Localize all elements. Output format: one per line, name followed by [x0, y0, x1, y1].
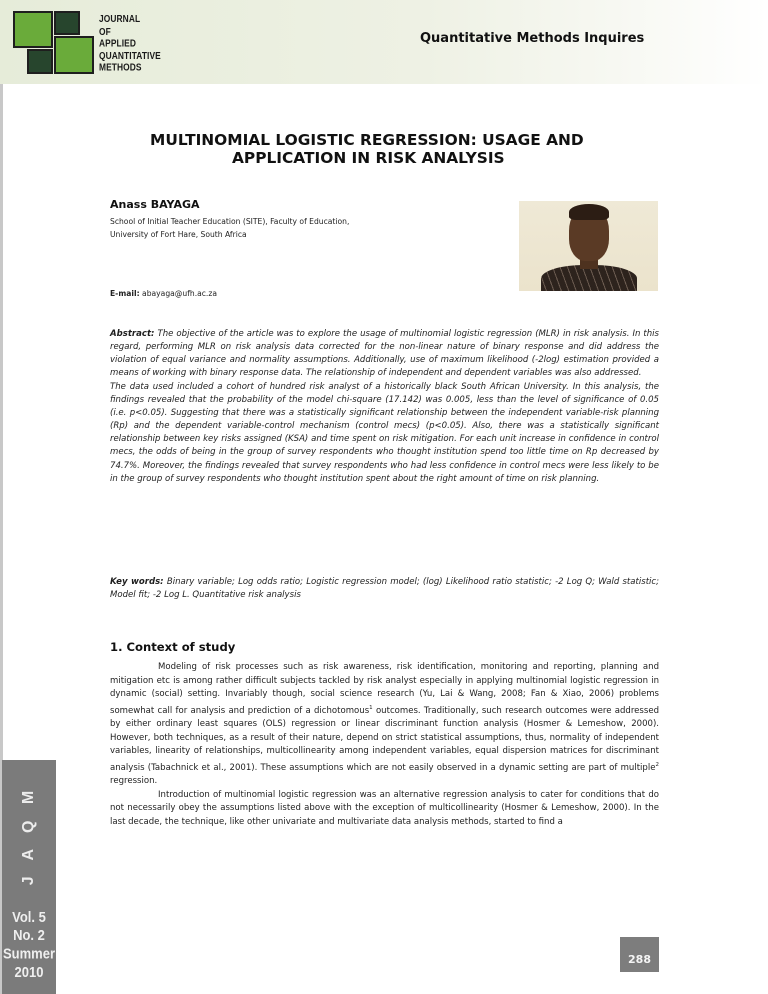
journal-acronym-text: J A Q M	[20, 784, 37, 886]
abstract-text-1: The objective of the article was to explore the usage of multinomial logistic regression (MLR) in risk analysis. In this regard, performing MLR on risk analysis data corrected for the non-linear nature of binary response and did address the violation of equal variance and normality assumptions. Additionally, use of maximum likelihood (-2log) estimation provided a means of working with binary response data. The relationship of independent and dependent variables was also addressed.	[110, 329, 660, 379]
journal-header	[0, 0, 768, 84]
article-title	[150, 131, 650, 167]
footnote-ref-1[interactable]: 1	[369, 704, 373, 711]
journal-name	[99, 13, 161, 74]
page-number: 288	[620, 937, 659, 972]
para1-text-a: Modeling of risk processes such as risk awareness, risk identification, monitoring and reporting, planning and mitigation etc is among rather difficult subjects tackled by risk analyst especially in applying multinomial logistic regression in dynamic (social) setting. Invariably though, social science research (Yu, Lai & Wang, 2008; Fan & Xiao, 2006) problems somewhat call for analysis and prediction of a dichotomous	[110, 662, 659, 716]
email-label: E-mail:	[110, 289, 140, 298]
author-name: Anass BAYAGA	[110, 198, 200, 211]
section-heading: 1. Context of study	[110, 640, 236, 654]
journal-acronym	[4, 784, 54, 886]
abstract-label: Abstract:	[110, 329, 155, 339]
journal-name-line: OF	[99, 25, 111, 37]
author-affiliation	[110, 215, 349, 241]
affiliation-line2: University of Fort Hare, South Africa	[110, 230, 247, 239]
keywords-label: Key words:	[110, 577, 164, 587]
author-photo	[519, 201, 658, 291]
abstract	[110, 328, 659, 486]
issue-season: Summer	[2, 944, 56, 963]
section-title: Quantitative Methods Inquires	[420, 31, 645, 46]
article-title-line1: MULTINOMIAL LOGISTIC REGRESSION: USAGE AND	[150, 131, 584, 149]
affiliation-line1: School of Initial Teacher Education (SITE), Faculty of Education,	[110, 217, 350, 226]
article-title-line2: APPLICATION IN RISK ANALYSIS	[232, 149, 505, 167]
email-link[interactable]: abayaga@ufh.ac.za	[142, 289, 217, 298]
issue-number: No. 2	[13, 926, 45, 944]
section-body	[110, 661, 659, 829]
issue-year: 2010	[14, 963, 44, 981]
author-email	[110, 289, 217, 298]
journal-name-line: QUANTITATIVE	[99, 49, 161, 62]
issue-volume: Vol. 5	[12, 908, 46, 926]
para1-text-b: outcomes. Traditionally, such research outcomes were addressed by either ordinary least squares (OLS) regression or linear discriminant function analysis (Hosmer & Lemeshow, 2000). However, both techniques, as a result of their nature, depend on strict statistical assumptions, thus, normality of independent variables, linearity of relationships, multicollinearity among independent variables, equal dispersion matrices for discriminant analysis (Tabachnick et al., 2001). These assumptions which are not easily observed in a dynamic setting are part of multiple	[110, 705, 660, 773]
journal-name-line: JOURNAL	[99, 13, 141, 25]
logo-square-light-1	[13, 11, 53, 48]
issue-info	[2, 908, 56, 982]
para1-text-c: regression.	[110, 776, 158, 787]
section-para-2: Introduction of multinomial logistic regression was an alternative regression analysis to cater for conditions that do not necessarily obey the assumptions listed above with the exception of multicollinearity (Hosmer & Lemeshow, 2000). In the last decade, the technique, like other univariate and multivariate data analysis methods, started to find a	[110, 789, 659, 827]
keywords-text: Binary variable; Log odds ratio; Logistic regression model; (log) Likelihood ratio statistic; -2 Log Q; Wald statistic; Model fit; -2 Log L. Quantitative risk analysis	[110, 577, 660, 600]
journal-name-line: METHODS	[99, 61, 142, 74]
photo-hair	[569, 204, 609, 220]
journal-name-line: APPLIED	[99, 37, 136, 49]
footnote-ref-2[interactable]: 2	[655, 761, 659, 768]
abstract-para-2: The data used included a cohort of hundred risk analyst of a historically black South African University. In this analysis, the findings revealed that the probability of the model chi-square (17.142) was 0.005, less than the level of significance of 0.05 (i.e. p<0.05). Suggesting that there was a statistically significant relationship between the independent variable-risk planning (Rp) and the dependent variable-control mechanism (control mecs) (p<0.05). Also, there was a statistically significant relationship between key risks assigned (KSA) and time spent on risk mitigation. For each unit increase in confidence in control mecs, the odds of being in the group of survey respondents who thought institution spend too little time on Rp decreased by 74.7%. Moreover, the findings revealed that survey respondents who had less confidence in control mecs were less likely to be in the group of survey respondents who thought institution spent about the right amount of time on risk planning.	[110, 381, 659, 484]
logo-square-dark-2	[27, 49, 53, 74]
abstract-para-1	[110, 328, 659, 381]
logo-square-light-2	[54, 36, 94, 74]
journal-logo-icon	[13, 11, 93, 74]
logo-square-dark-1	[54, 11, 80, 35]
section-para-1	[110, 661, 659, 789]
keywords	[110, 576, 659, 602]
